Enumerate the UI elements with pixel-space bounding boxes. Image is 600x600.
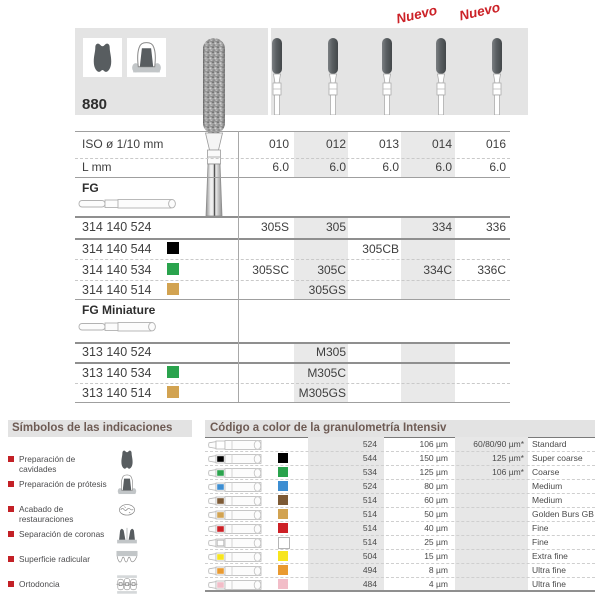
root-surface-icon — [112, 547, 142, 572]
granulometry-grit-size: 106 µm — [419, 439, 448, 449]
length-value: 6.0 — [329, 160, 346, 174]
iso-value: 012 — [325, 137, 346, 151]
fg-row-ref: 314 140 544 — [82, 241, 152, 256]
granulometry-name: Fine — [532, 537, 549, 547]
iso-row-label: ISO ø 1/10 mm — [82, 137, 164, 151]
iso-value: 010 — [268, 137, 289, 151]
grit-color-square — [167, 386, 179, 398]
granulometry-code: 514 — [362, 509, 377, 519]
indication-bullet — [8, 481, 14, 487]
granulometry-grit-size: 80 µm — [424, 481, 448, 491]
granulometry-name: Ultra fine — [532, 565, 567, 575]
indication-label: Separación de coronas — [19, 529, 105, 539]
fg-row-code: 305 — [325, 220, 346, 234]
granulometry-color-square — [278, 481, 288, 491]
cavity-prep-header-icon — [83, 38, 122, 77]
granulometry-grit-size: 25 µm — [424, 537, 448, 547]
fg-row-code: 305GS — [308, 282, 346, 297]
granulometry-color-square — [278, 537, 290, 549]
length-value: 6.0 — [435, 160, 452, 174]
granulometry-grit-size: 8 µm — [428, 565, 448, 575]
granulometry-iso-size: 60/80/90 µm* — [473, 439, 524, 449]
indication-label: Acabado de restauraciones — [19, 504, 74, 524]
fg-row-code: 305SC — [252, 262, 289, 277]
grit-color-square — [167, 242, 179, 254]
grid-line — [75, 177, 510, 178]
fgm-row-code: M305GS — [298, 385, 346, 400]
granulometry-name: Coarse — [532, 467, 560, 477]
fg-row-code: 336 — [485, 220, 506, 234]
granulometry-name: Super coarse — [532, 453, 583, 463]
bur-illustration-small — [433, 37, 449, 120]
symbols-title-bar — [8, 420, 192, 437]
granulometry-name: Ultra fine — [532, 579, 567, 589]
granulometry-iso-size: 106 µm* — [492, 467, 524, 477]
grid-line — [75, 131, 510, 132]
granulometry-bottom-line — [205, 590, 595, 592]
fg-row-ref: 314 140 524 — [82, 220, 152, 234]
length-value: 6.0 — [382, 160, 399, 174]
length-value: 6.0 — [489, 160, 506, 174]
bur-illustration-small — [269, 37, 285, 120]
granulometry-code: 494 — [362, 565, 377, 575]
nuevo-badge-014: Nuevo — [394, 2, 439, 27]
indication-label: Ortodoncia — [19, 579, 60, 589]
granulometry-color-square — [278, 523, 288, 533]
fg-row-code: 305S — [260, 220, 289, 234]
grit-color-square — [167, 283, 179, 295]
fg-row-code: 305C — [317, 262, 346, 277]
granulometry-name: Fine — [532, 523, 549, 533]
granulometry-title-bar — [205, 420, 595, 437]
granulometry-code: 514 — [362, 537, 377, 547]
cavity-prep-icon — [112, 447, 142, 472]
granulometry-iso-size: 125 µm* — [492, 453, 524, 463]
granulometry-bur-icon — [207, 578, 265, 596]
iso-value: 014 — [431, 137, 452, 151]
prosthesis-prep-icon — [112, 472, 142, 497]
granulometry-code: 514 — [362, 495, 377, 505]
granulometry-code: 484 — [362, 579, 377, 589]
nuevo-badge-016: Nuevo — [457, 0, 502, 24]
orthodontics-icon — [112, 572, 142, 597]
fgm-row-ref: 313 140 524 — [82, 345, 152, 359]
indication-bullet — [8, 506, 14, 512]
granulometry-code: 524 — [362, 481, 377, 491]
fgm-row-ref: 313 140 514 — [82, 385, 152, 400]
granulometry-grit-size: 125 µm — [419, 467, 448, 477]
granulometry-color-square — [278, 495, 288, 505]
fgm-row-ref: 313 140 534 — [82, 365, 152, 380]
fg-miniature-bur-outline-icon — [78, 319, 158, 339]
bur-illustration-large — [192, 36, 236, 221]
granulometry-name: Standard — [532, 439, 567, 449]
indication-bullet — [8, 531, 14, 537]
restoration-finishing-icon — [112, 497, 142, 522]
indication-label: Superficie radicular — [19, 554, 91, 564]
fg-row-code: 305CB — [362, 241, 399, 256]
grid-line — [75, 402, 510, 403]
fg-miniature-section-label: FG Miniature — [82, 303, 156, 317]
bur-illustration-small — [325, 37, 341, 120]
length-row-label: L mm — [82, 160, 112, 174]
granulometry-name: Golden Burs GB — [532, 509, 594, 519]
fg-section-label: FG — [82, 181, 99, 195]
fg-row-ref: 314 140 514 — [82, 282, 152, 297]
column-shade — [401, 342, 455, 402]
granulometry-name: Medium — [532, 481, 563, 491]
indication-label: Preparación de prótesis — [19, 479, 107, 489]
crown-separation-icon — [112, 522, 142, 547]
fgm-row-code: M305C — [307, 365, 346, 380]
granulometry-color-square — [278, 453, 288, 463]
iso-value: 016 — [485, 137, 506, 151]
iso-value: 013 — [378, 137, 399, 151]
fg-row-code: 334 — [431, 220, 452, 234]
symbols-title: Símbolos de las indicaciones — [12, 422, 173, 434]
grid-line — [75, 216, 510, 218]
granulometry-color-square — [278, 565, 288, 575]
granulometry-grit-size: 4 µm — [428, 579, 448, 589]
fg-bur-outline-icon — [78, 196, 178, 216]
granulometry-grit-size: 40 µm — [424, 523, 448, 533]
model-number: 880 — [82, 96, 108, 113]
grit-color-square — [167, 366, 179, 378]
granulometry-color-square — [278, 467, 288, 477]
granulometry-color-square — [278, 551, 288, 561]
indication-label: Preparación de cavidades — [19, 454, 76, 474]
granulometry-code: 544 — [362, 453, 377, 463]
fg-row-ref: 314 140 534 — [82, 262, 152, 277]
granulometry-name: Extra fine — [532, 551, 568, 561]
grit-color-square — [167, 263, 179, 275]
granulometry-title: Código a color de la granulometría Intensiv — [210, 422, 447, 434]
granulometry-grit-size: 60 µm — [424, 495, 448, 505]
granulometry-code: 514 — [362, 523, 377, 533]
fg-row-code: 336C — [477, 262, 506, 277]
bur-illustration-small — [379, 37, 395, 120]
grid-line — [75, 299, 510, 300]
granulometry-code: 524 — [362, 439, 377, 449]
indication-bullet — [8, 556, 14, 562]
granulometry-grit-size: 150 µm — [419, 453, 448, 463]
bur-illustration-small — [489, 37, 505, 120]
fgm-row-code: M305 — [315, 345, 346, 359]
granulometry-name: Medium — [532, 495, 563, 505]
granulometry-grit-size: 50 µm — [424, 509, 448, 519]
indication-bullet — [8, 581, 14, 587]
length-value: 6.0 — [272, 160, 289, 174]
prosthesis-prep-header-icon — [127, 38, 166, 77]
granulometry-code: 504 — [362, 551, 377, 561]
granulometry-code: 534 — [362, 467, 377, 477]
indication-bullet — [8, 456, 14, 462]
fg-row-code: 334C — [423, 262, 452, 277]
granulometry-grit-size: 15 µm — [424, 551, 448, 561]
granulometry-color-square — [278, 509, 288, 519]
grid-line — [75, 259, 510, 260]
granulometry-color-square — [278, 579, 288, 589]
